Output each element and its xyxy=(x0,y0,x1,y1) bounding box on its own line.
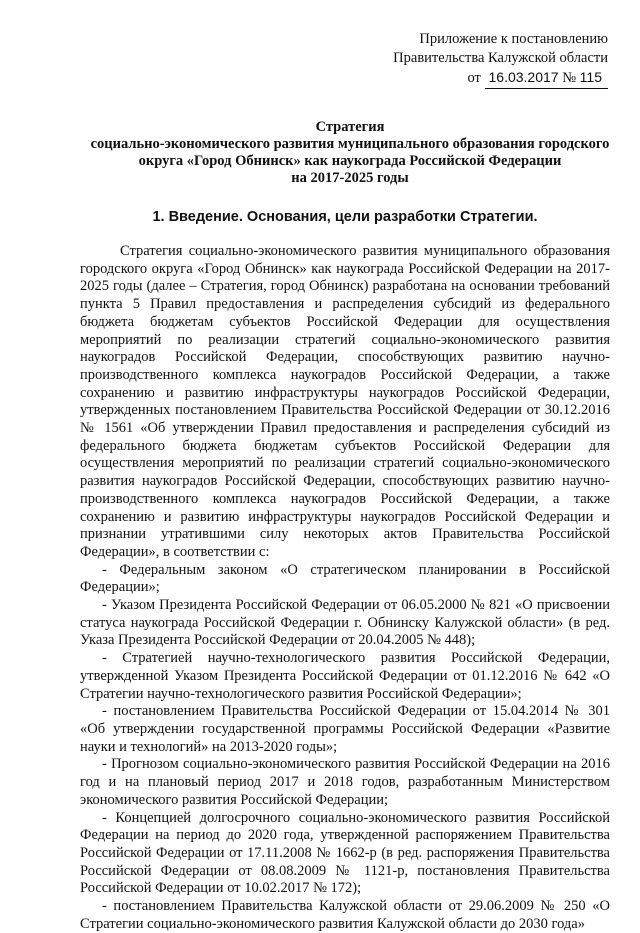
list-item: - Прогнозом социально-экономического развития Российской Федерации на 2016 год и на плановый период 2017 и 2018 годов, разработанным Министерством экономического развития Российской Федерации; xyxy=(80,756,610,808)
title-line-4: на 2017-2025 годы xyxy=(291,170,409,186)
approval-date-number xyxy=(485,68,609,89)
section-heading: 1. Введение. Основания, цели разработки Стратегии. xyxy=(152,209,538,225)
list-item: - Указом Президента Российской Федерации от 06.05.2000 № 821 «О присвоении статуса наукограда Российской Федерации г. Обнинску Калужской области» (в ред. Указа Президента Российской Федерации от 20.04.2005 № 448); xyxy=(80,597,610,649)
title-line-3: округа «Город Обнинск» как наукограда Российской Федерации xyxy=(138,153,562,169)
approval-date: 16.03.2017 xyxy=(488,69,559,85)
approval-line-2: Правительства Калужской области xyxy=(393,50,608,66)
list-item: - постановлением Правительства Российской Федерации от 15.04.2014 № 301 «Об утверждении государственной программы Российской Федерации «Развитие науки и технологий» на 2013-2020 годы»; xyxy=(80,703,610,755)
list-item: - Концепцией долгосрочного социально-экономического развития Российской Федерации на период до 2020 года, утвержденной распоряжением Правительства Российской Федерации от 17.11.2008 № 1662-р (в ред. распоряжения Правительства Российской Федерации от 08.08.2009 № 1121-р, постановления Правительства Российской Федерации от 10.02.2017 № 172); xyxy=(80,809,610,897)
document-body xyxy=(80,243,610,933)
approval-line-3 xyxy=(467,68,608,89)
document-title xyxy=(80,119,610,187)
list-item: - Федеральным законом «О стратегическом планировании в Российской Федерации»; xyxy=(80,561,610,596)
title-line-1: Стратегия xyxy=(315,119,385,135)
approval-line-1: Приложение к постановлению xyxy=(419,31,608,47)
intro-paragraph: Стратегия социально-экономического развития муниципального образования городского округа «Город Обнинск» как наукограда Российской Федерации на 2017-2025 годы (далее – Стратегия, город Обнинск) разработана на основании требований пункта 5 Правил предоставления и распределения субсидий из федерального бюджета бюджетам субъектов Российской Федерации для осуществления мероприятий по реализации стратегий социально-экономического развития наукоградов Российской Федерации, способствующих развитию научно-производственного комплекса наукоградов Российской Федерации, а также сохранению и развитию инфраструктуры наукоградов Российской Федерации, утвержденных постановлением Правительства Российской Федерации от 30.12.2016 № 1561 «Об утверждении Правил предоставления и распределения субсидий из федерального бюджета бюджетам субъектов Российской Федерации для осуществления мероприятий по реализации стратегий социально-экономического развития наукоградов Российской Федерации, способствующих развитию научно-производственного комплекса наукоградов Российской Федерации, а также сохранению и развитию инфраструктуры наукоградов Российской Федерации и признании утратившими силу некоторых актов Правительства Российской Федерации», в соответствии с: xyxy=(80,243,610,560)
approval-number: 115 xyxy=(579,69,602,85)
approval-number-sign: № xyxy=(562,70,577,86)
approval-block xyxy=(80,30,608,89)
approval-prefix: от xyxy=(467,70,481,86)
title-line-2: социально-экономического развития муниципального образования городского xyxy=(90,136,610,152)
list-item: - постановлением Правительства Калужской области от 29.06.2009 № 250 «О Стратегии социально-экономического развития Калужской области до 2030 года» xyxy=(80,898,610,932)
list-item: - Стратегией научно-технологического развития Российской Федерации, утвержденной Указом Президента Российской Федерации от 01.12.2016 № 642 «О Стратегии научно-технологического развития Российской Федерации»; xyxy=(80,650,610,702)
